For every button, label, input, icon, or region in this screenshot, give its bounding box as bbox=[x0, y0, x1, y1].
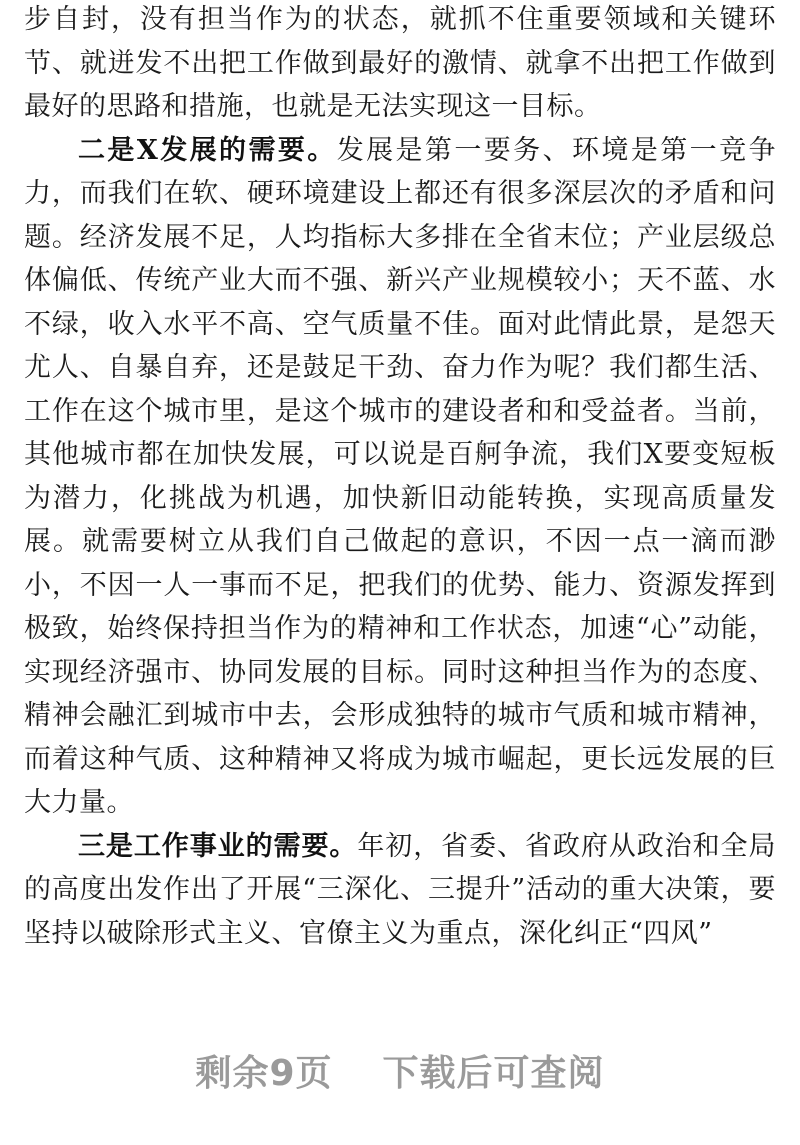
download-hint-label: 下载后可查阅 bbox=[382, 1053, 605, 1094]
paragraph-2 bbox=[24, 129, 776, 825]
paragraph-2-lead: 二是X发展的需要。 bbox=[78, 134, 337, 166]
document-body bbox=[24, 0, 776, 955]
paragraph-3 bbox=[24, 825, 776, 956]
download-prompt[interactable] bbox=[0, 1045, 800, 1096]
paragraph-3-text: 年初，省委、省政府从政治和全局的高度出发作出了开展“三深化、三提升”活动的重大决策，要坚持以破除形式主义、官僚主义为重点，深化纠正“四风” bbox=[24, 830, 776, 949]
paragraph-1-text: 步自封，没有担当作为的状态，就抓不住重要领域和关键环节、就迸发不出把工作做到最好的激情、就拿不出把工作做到最好的思路和措施，也就是无法实现这一目标。 bbox=[24, 4, 776, 122]
paragraph-3-lead: 三是工作事业的需要。 bbox=[78, 830, 358, 862]
paragraph-1 bbox=[24, 0, 776, 129]
remaining-pages-label: 剩余9页 bbox=[195, 1053, 333, 1094]
paragraph-2-text: 发展是第一要务、环境是第一竞争力，而我们在软、硬环境建设上都还有很多深层次的矛盾和问题。经济发展不足，人均指标大多排在全省末位；产业层级总体偏低、传统产业大而不强、新兴产业规模较小；天不蓝、水不绿，收入水平不高、空气质量不佳。面对此情此景，是怨天尤人、自暴自弃，还是鼓足干劲、奋力作为呢？我们都生活、工作在这个城市里，是这个城市的建设者和和受益者。当前，其他城市都在加快发展，可以说是百舸争流，我们X要变短板为潜力，化挑战为机遇，加快新旧动能转换，实现高质量发展。就需要树立从我们自己做起的意识，不因一点一滴而渺小，不因一人一事而不足，把我们的优势、能力、资源发挥到极致，始终保持担当作为的精神和工作状态，加速“心”动能，实现经济强市、协同发展的目标。同时这种担当作为的态度、精神会融汇到城市中去，会形成独特的城市气质和城市精神，而着这种气质、这种精神又将成为城市崛起，更长远发展的巨大力量。 bbox=[24, 134, 776, 818]
